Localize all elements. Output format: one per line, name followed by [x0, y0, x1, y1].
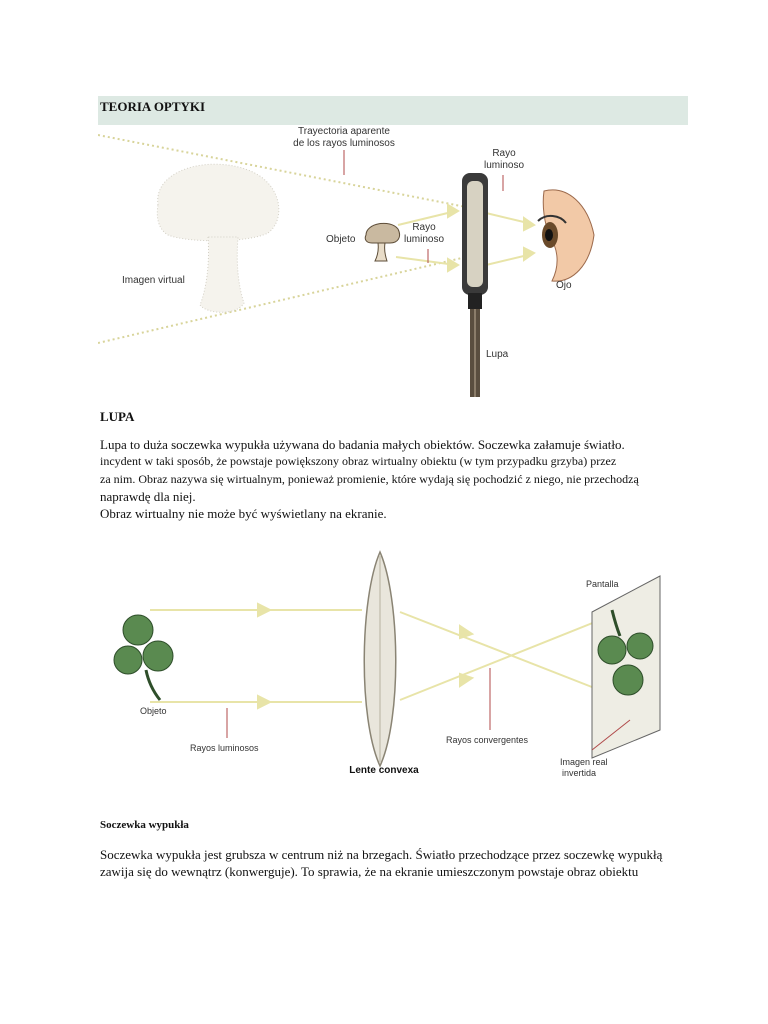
label-light-rays: Rayos luminosos — [190, 743, 259, 753]
magnifier-diagram — [98, 125, 598, 397]
mushroom-object — [365, 223, 399, 261]
converging-rays — [400, 612, 620, 700]
eye-illustration — [538, 190, 594, 281]
lupa-line-1: Lupa to duża soczewka wypukła używana do badania małych obiektów. Soczewka załamuje światło. — [100, 437, 625, 452]
magnifier-lens — [462, 173, 488, 397]
convex-line-2: zawija się do wewnątrz (konwerguje). To sprawia, że na ekranie umieszczonym powstaje obraz obiektu — [100, 864, 639, 880]
section-lupa-body — [100, 436, 700, 522]
lupa-line-2: incydent w taki sposób, że powstaje powiększony obraz wirtualny obiektu (w tym przypadku grzyba) przez — [100, 454, 617, 469]
label-light-ray-top-1: Rayo — [492, 148, 516, 159]
label-virtual-image: Imagen virtual — [122, 275, 185, 286]
label-converging-rays: Rayos convergentes — [446, 735, 529, 745]
convex-lens-diagram — [100, 538, 680, 788]
section-lupa-title: LUPA — [100, 409, 135, 424]
section-convex-body — [100, 846, 700, 881]
lupa-line-5: Obraz wirtualny nie może być wyświetlany na ekranie. — [100, 506, 387, 522]
label-apparent-path-1: Trayectoria aparente — [298, 126, 390, 137]
label-light-ray-mid-2: luminoso — [403, 234, 445, 245]
lupa-line-4: naprawdę dla niej. — [100, 488, 196, 504]
virtual-mushroom-image — [157, 164, 279, 312]
label-screen: Pantalla — [586, 579, 619, 589]
label-lens: Lente convexa — [349, 765, 419, 776]
label-magnifier: Lupa — [486, 349, 509, 360]
label-apparent-path-2: de los rayos luminosos — [293, 138, 395, 149]
label-real-image-1: Imagen real — [560, 757, 608, 767]
page-title: TEORIA OPTYKI — [100, 99, 206, 114]
label-eye: Ojo — [556, 280, 572, 291]
label-object: Objeto — [326, 234, 356, 245]
section-convex-title: Soczewka wypukła — [100, 819, 189, 831]
convex-line-1: Soczewka wypukła jest grubsza w centrum niż na brzegach. Światło przechodzące przez soczewkę wypukłą — [100, 847, 663, 862]
label-light-ray-top-2: luminoso — [483, 160, 525, 171]
label-object: Objeto — [140, 706, 167, 716]
lupa-line-3: za nim. Obraz nazywa się wirtualnym, ponieważ promienie, które wydają się pochodzić z niego, nie przechodzą — [100, 471, 639, 486]
clover-object — [114, 615, 173, 700]
apparent-ray-bottom — [98, 257, 466, 343]
label-light-ray-mid-1: Rayo — [412, 222, 436, 233]
incoming-rays — [150, 604, 362, 708]
label-real-image-2: invertida — [562, 768, 597, 778]
convex-lens — [364, 552, 396, 766]
apparent-ray-top — [98, 135, 466, 207]
